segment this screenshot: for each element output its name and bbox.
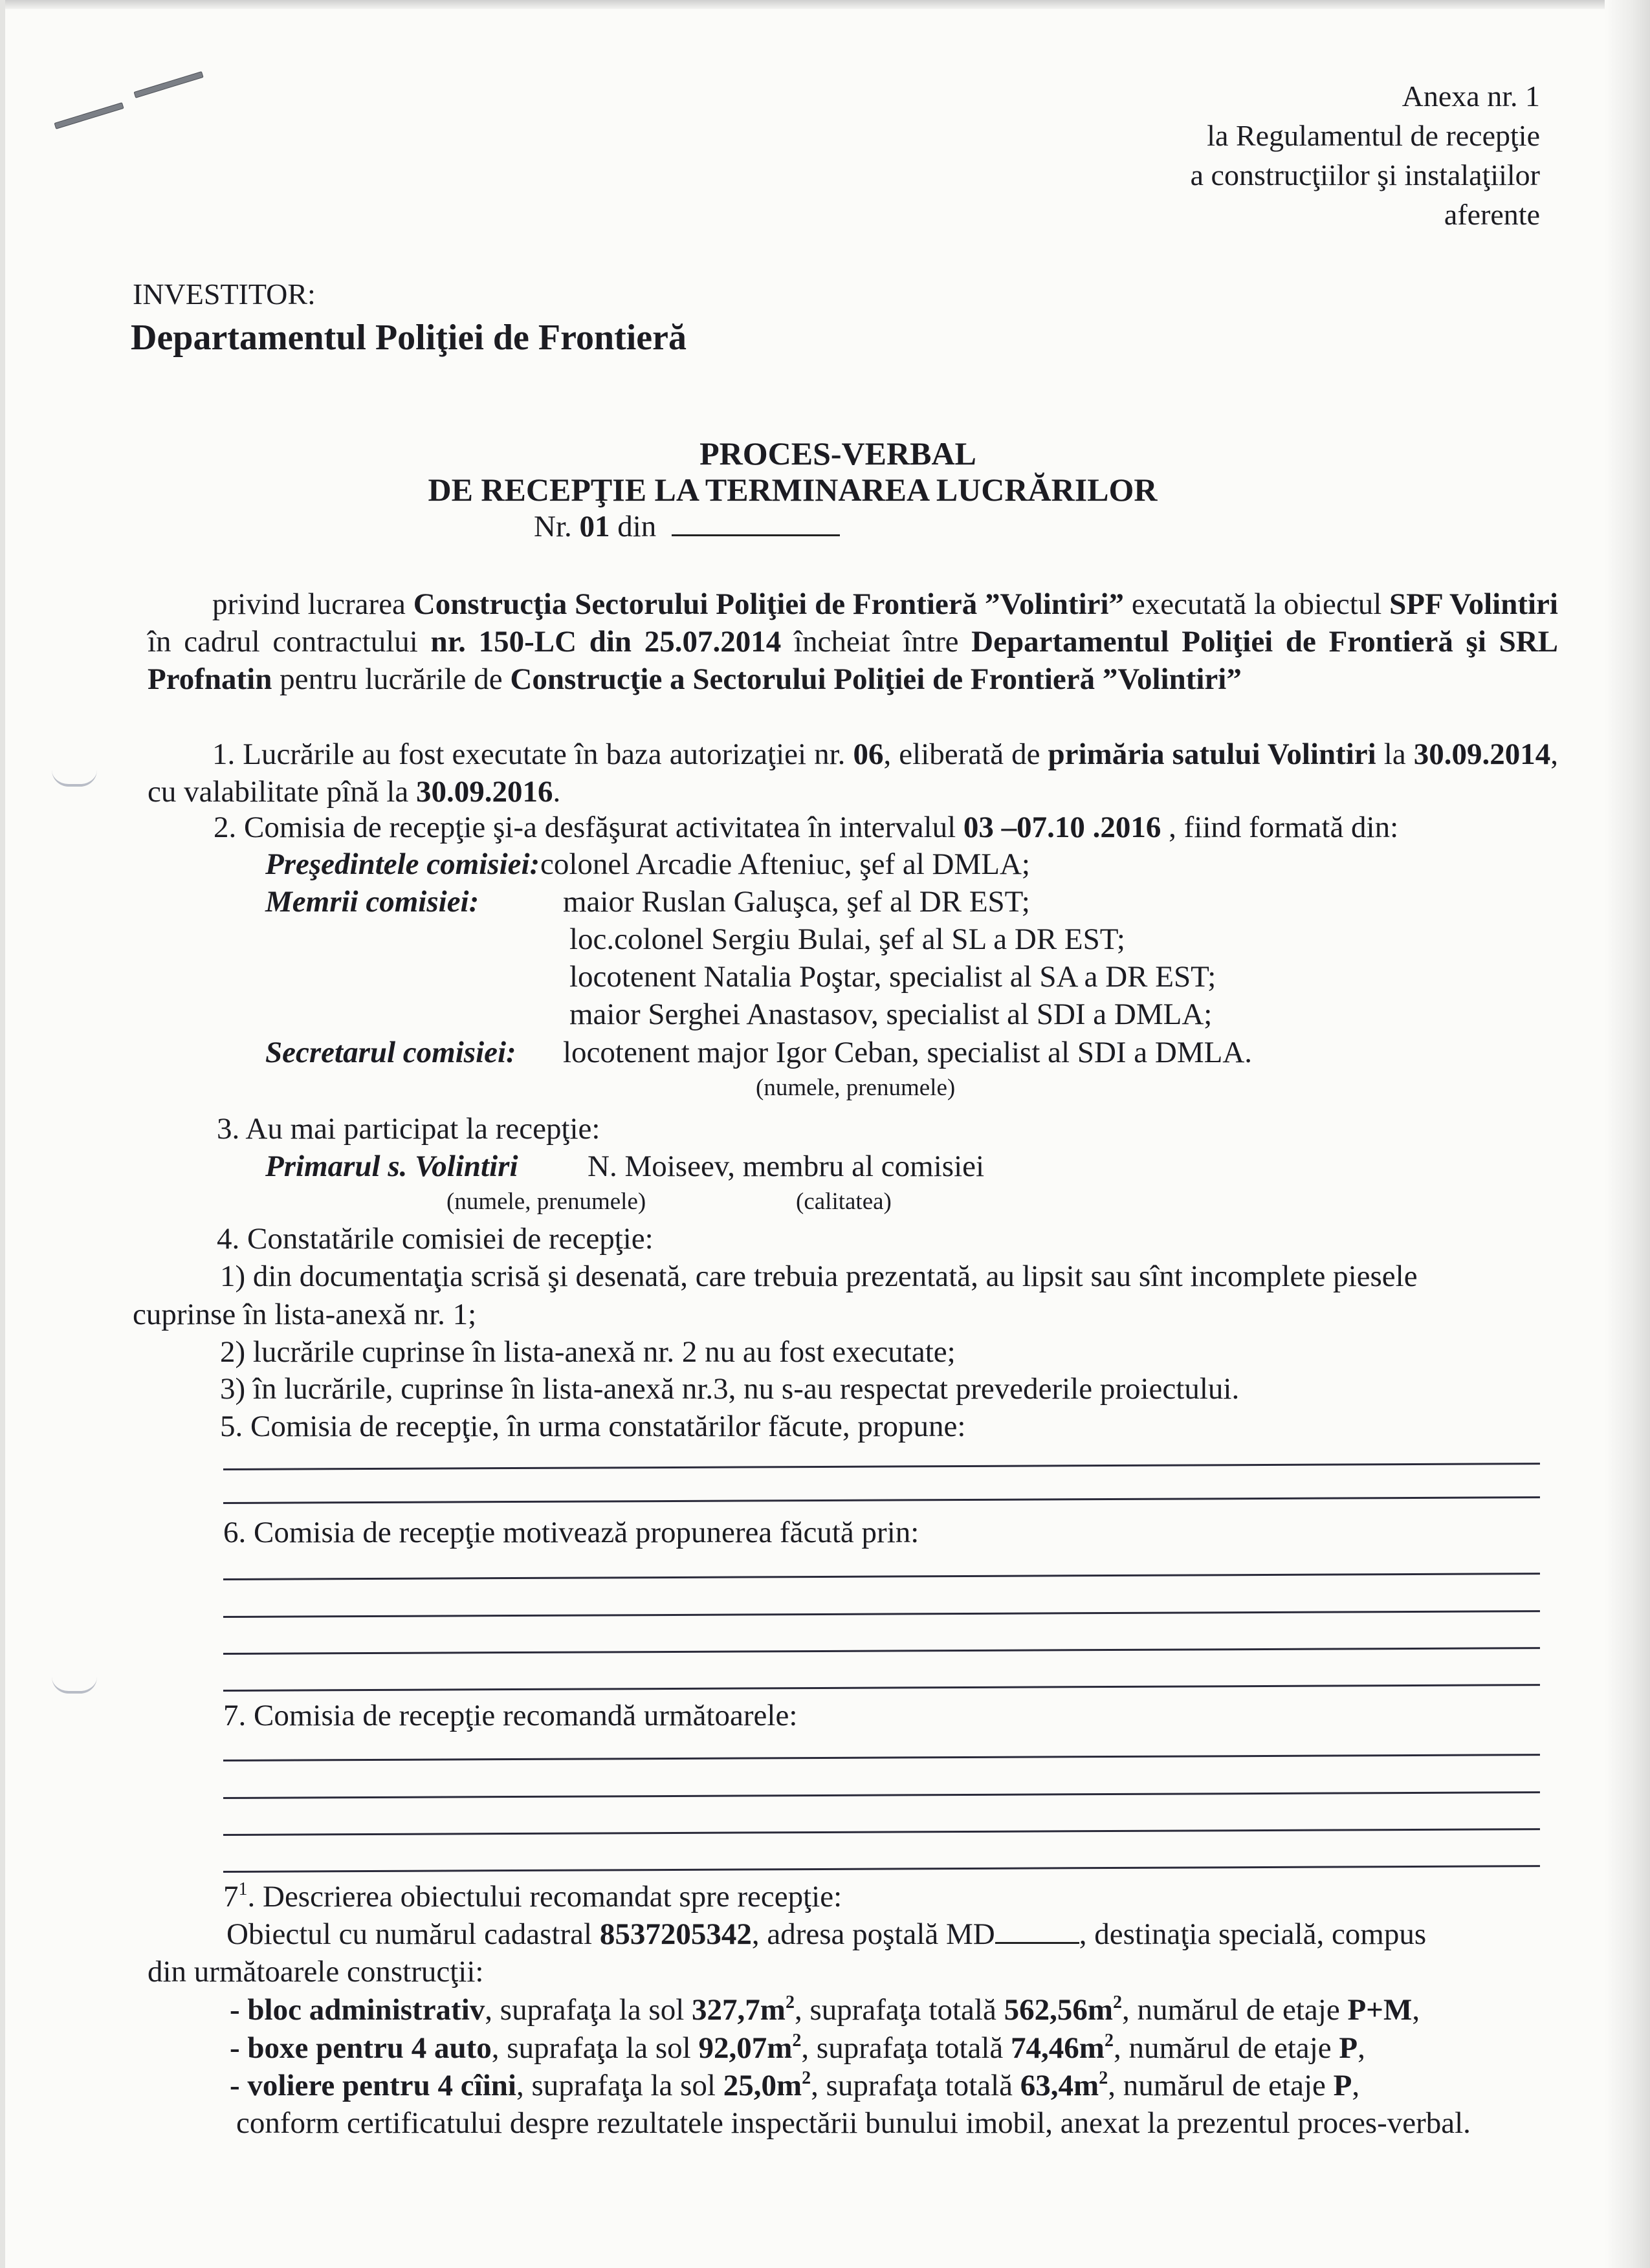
item-2-heading	[214, 810, 1398, 845]
building-row	[230, 1992, 1420, 2027]
punch-hole	[52, 770, 97, 787]
text: încheiat între	[781, 625, 972, 659]
fill-in-line[interactable]	[223, 1684, 1540, 1692]
item-6-heading: 6. Comisia de recepţie motivează propunerea făcută prin:	[223, 1516, 919, 1549]
fill-in-line[interactable]	[223, 1610, 1540, 1618]
contract-number: nr. 150-LC din 25.07.2014	[430, 625, 782, 659]
superscript: 2	[1099, 2068, 1108, 2088]
text: executată la obiectul	[1124, 587, 1390, 621]
investor-label: INVESTITOR:	[133, 278, 316, 311]
secretary-label: Secretarul comisiei:	[265, 1036, 516, 1069]
issuer: primăria satului Volintiri	[1048, 737, 1376, 771]
text: , numărul de etaje	[1122, 1993, 1348, 2027]
item-7-1-heading	[223, 1879, 842, 1914]
floors: P	[1339, 2031, 1358, 2065]
fill-in-line[interactable]	[223, 1647, 1540, 1655]
superscript: 2	[802, 2068, 811, 2088]
member: locotenent Natalia Poştar, specialist al SA a DR EST;	[569, 960, 1216, 994]
finding: 2) lucrările cuprinse în lista-anexă nr. 2 nu au fost executate;	[220, 1335, 956, 1369]
text: 7	[223, 1880, 239, 1914]
authorization-number: 06	[853, 737, 884, 771]
finding: 1) din documentaţia scrisă şi desenată, care trebuia prezentată, au lipsit sau sînt incomplete piesele	[220, 1259, 1418, 1293]
annex-line: Anexa nr. 1	[1402, 80, 1540, 113]
text: , adresa poştală MD	[751, 1917, 995, 1951]
item-4-heading: 4. Constatările comisiei de recepţie:	[217, 1222, 654, 1256]
caption-role: (calitatea)	[796, 1188, 892, 1215]
fill-in-line[interactable]	[223, 1754, 1540, 1761]
member: maior Serghei Anastasov, specialist al SDI a DMLA;	[569, 998, 1213, 1031]
text: , suprafaţa la sol	[491, 2031, 699, 2065]
staple-mark	[54, 102, 124, 129]
fill-in-line[interactable]	[223, 1463, 1540, 1470]
text: , suprafaţa la sol	[516, 2069, 723, 2102]
page-edge	[0, 0, 5, 2268]
activity-interval: 03 –07.10 .2016	[963, 811, 1161, 844]
floors: P+M	[1347, 1993, 1413, 2027]
ground-area: 25,0m	[723, 2069, 802, 2102]
works-description: Construcţie a Sectorului Poliţiei de Frontieră ”Volintiri”	[510, 662, 1242, 696]
staple-mark	[134, 71, 204, 98]
document-title: PROCES-VERBAL	[699, 435, 976, 472]
text: , suprafaţa la sol	[485, 1993, 692, 2027]
cadastral-number: 8537205342	[599, 1917, 752, 1951]
text: , cu valabilitate pînă la	[148, 737, 1558, 809]
total-area: 562,56m	[1004, 1993, 1113, 2027]
document-number	[534, 508, 840, 544]
text: în cadrul contractului	[148, 625, 431, 659]
fill-in-line[interactable]	[223, 1865, 1540, 1873]
ground-area: 327,7m	[692, 1993, 786, 2027]
item-7-heading: 7. Comisia de recepţie recomandă următoarele:	[223, 1699, 798, 1732]
object-description-cont: din următoarele construcţii:	[148, 1955, 484, 1989]
parties: Departamentul Poliţiei de Frontieră şi SRL Profnatin	[148, 625, 1559, 696]
total-area: 74,46m	[1011, 2031, 1105, 2065]
text: 1. Lucrările au fost executate în baza autorizaţiei nr.	[212, 737, 853, 771]
superscript: 2	[1104, 2031, 1114, 2051]
text: , suprafaţa totală	[801, 2031, 1011, 2065]
text: , destinaţia specială, compus	[1079, 1917, 1427, 1951]
item-3-heading: 3. Au mai participat la recepţie:	[217, 1112, 600, 1146]
text: , numărul de etaje	[1108, 2069, 1334, 2102]
intro-paragraph	[148, 585, 1558, 698]
text: Obiectul cu numărul cadastral	[226, 1917, 600, 1951]
item-5-heading: 5. Comisia de recepţie, în urma constatărilor făcute, propune:	[220, 1410, 966, 1443]
total-area: 63,4m	[1020, 2069, 1099, 2102]
fill-in-line[interactable]	[223, 1791, 1540, 1799]
closing-sentence: conform certificatului despre rezultatele inspectării bunului imobil, anexat la prezentul proces-verbal.	[236, 2106, 1471, 2140]
building-name: - boxe pentru 4 auto	[230, 2031, 492, 2065]
finding: cuprinse în lista-anexă nr. 1;	[133, 1298, 477, 1331]
object-description	[226, 1917, 1426, 1952]
text: ,	[1412, 1993, 1420, 2027]
superscript: 1	[238, 1879, 248, 1899]
building-name: - bloc administrativ	[230, 1993, 485, 2027]
president-name: colonel Arcadie Afteniuc, şef al DMLA;	[540, 847, 1030, 881]
text: ,	[1352, 2069, 1360, 2102]
text: , eliberată de	[883, 737, 1048, 771]
page-edge	[0, 0, 1650, 9]
text: privind lucrarea	[212, 587, 413, 621]
superscript: 2	[785, 1992, 795, 2012]
issue-date: 30.09.2014	[1413, 737, 1551, 771]
text: la	[1376, 737, 1414, 771]
text: . Descrierea obiectului recomandat spre recepţie:	[247, 1880, 842, 1914]
date-field[interactable]	[672, 508, 840, 536]
postal-code-field[interactable]	[995, 1919, 1079, 1944]
members-label: Memrii comisiei:	[265, 885, 479, 919]
annex-line: la Regulamentul de recepţie	[1207, 119, 1540, 152]
number-value: 01	[579, 510, 610, 543]
building-name: - voliere pentru 4 cîini	[230, 2069, 516, 2102]
member: loc.colonel Sergiu Bulai, şef al SL a DR EST;	[569, 922, 1125, 956]
work-name: Construcţia Sectorului Poliţiei de Frontieră ”Volintiri”	[413, 587, 1125, 621]
text: , suprafaţa totală	[811, 2069, 1020, 2102]
finding: 3) în lucrările, cuprinse în lista-anexă nr.3, nu s-au respectat prevederile proiectului.	[220, 1372, 1240, 1406]
text: .	[553, 775, 561, 809]
participant-name: N. Moiseev, membru al comisiei	[588, 1150, 985, 1183]
ground-area: 92,07m	[698, 2031, 793, 2065]
caption-name: (numele, prenumele)	[756, 1074, 956, 1101]
superscript: 2	[792, 2031, 802, 2051]
text: 2. Comisia de recepţie şi-a desfăşurat activitatea în intervalul	[214, 811, 963, 844]
fill-in-line[interactable]	[223, 1496, 1540, 1504]
president-label: Preşedintele comisiei:	[265, 847, 540, 881]
superscript: 2	[1113, 1992, 1122, 2012]
annex-line: aferente	[1444, 198, 1540, 231]
document-subtitle: DE RECEPŢIE LA TERMINAREA LUCRĂRILOR	[428, 472, 1158, 508]
page-edge	[1605, 0, 1650, 2268]
building-row	[230, 2031, 1365, 2066]
caption-name: (numele, prenumele)	[446, 1188, 646, 1215]
text: , fiind formată din:	[1161, 811, 1399, 844]
floors: P	[1333, 2069, 1352, 2102]
fill-in-line[interactable]	[223, 1573, 1540, 1580]
text: , suprafaţa totală	[794, 1993, 1004, 2027]
text: pentru lucrările de	[272, 662, 511, 696]
member: maior Ruslan Galuşca, şef al DR EST;	[563, 885, 1030, 919]
annex-line: a construcţiilor şi instalaţiilor	[1190, 158, 1540, 191]
building-row	[230, 2068, 1359, 2103]
text: ,	[1358, 2031, 1365, 2065]
date-label: din	[617, 510, 657, 543]
fill-in-line[interactable]	[223, 1828, 1540, 1836]
object-name: SPF Volintiri	[1389, 587, 1558, 621]
participant-label: Primarul s. Volintiri	[265, 1150, 518, 1183]
number-label: Nr.	[534, 510, 572, 543]
annex-reference	[1191, 76, 1540, 234]
item-1	[148, 736, 1558, 811]
text: , numărul de etaje	[1113, 2031, 1339, 2065]
secretary-name: locotenent major Igor Ceban, specialist al SDI a DMLA.	[563, 1036, 1253, 1069]
punch-hole	[52, 1677, 97, 1694]
investor-name: Departamentul Poliţiei de Frontieră	[131, 318, 687, 358]
valid-until: 30.09.2016	[416, 775, 553, 809]
